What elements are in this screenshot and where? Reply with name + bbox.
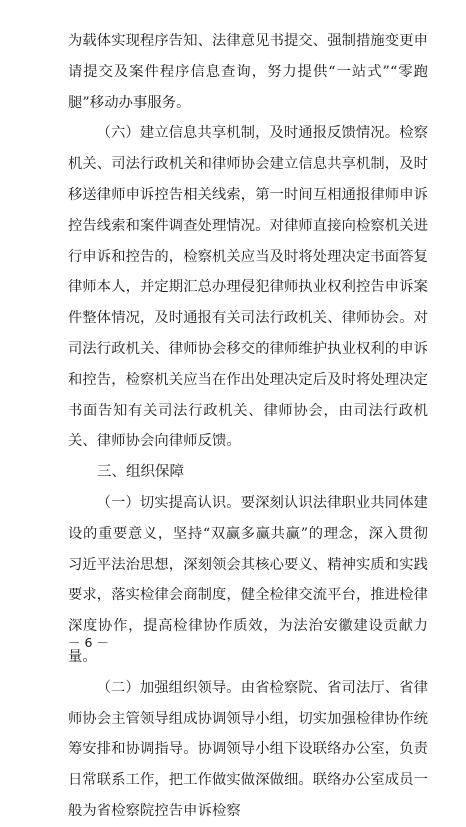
subsection-title-leadership: （二）加强组织领导。 <box>96 679 241 696</box>
paragraph-info-sharing <box>68 118 428 457</box>
paragraph-leadership-body: 由省检察院、省司法厅、省律师协会主管领导组成协调领导小组，切实加强检律协作统筹安排和协调指导。协调领导小组下设联络办公室，负责日常联系工作，把工作做实做深做细。联络办公室成员一般为省检察院控告申诉检察 <box>68 679 428 819</box>
subsection-title-info-sharing: （六）建立信息共享机制，及时通报反馈情况。 <box>96 125 400 142</box>
page-number: － 6 － <box>68 635 109 650</box>
subsection-title-raise-awareness: （一）切实提高认识。 <box>96 494 241 511</box>
paragraph-raise-awareness-body: 要深刻认识法律职业共同体建设的重要意义，坚持“双赢多赢共赢”的理念，深入贯彻习近平法治思想，深刻领会其核心要义、精神实质和实践要求，落实检律会商制度，健全检律交流平台，推进检律深度协作，提高检律协作质效，为法治安徽建设贡献力量。 <box>68 494 428 665</box>
paragraph-info-sharing-body: 检察机关、司法行政机关和律师协会建立信息共享机制，及时移送律师申诉控告相关线索，第一时间互相通报律师申诉控告线索和案件调查处理情况。对律师直接向检察机关进行申诉和控告的，检察机关应当及时将处理决定书面答复律师本人，并定期汇总办理侵犯律师执业权利控告申诉案件整体情况，及时通报有关司法行政机关、律师协会。对司法行政机关、律师协会移交的律师维护执业权利的申诉和控告，检察机关应当在作出处理决定后及时将处理决定书面告知有关司法行政机关、律师协会，由司法行政机关、律师协会向律师反馈。 <box>68 125 428 450</box>
paragraph-leadership <box>68 673 428 827</box>
paragraph-online-services: 为载体实现程序告知、法律意见书提交、强制措施变更申请提交及案件程序信息查询，努力提供“一站式”“零跑腿”移动办事服务。 <box>68 33 428 111</box>
paragraph-raise-awareness <box>68 488 428 673</box>
section-heading-organizational-guarantee: 三、组织保障 <box>97 464 184 481</box>
